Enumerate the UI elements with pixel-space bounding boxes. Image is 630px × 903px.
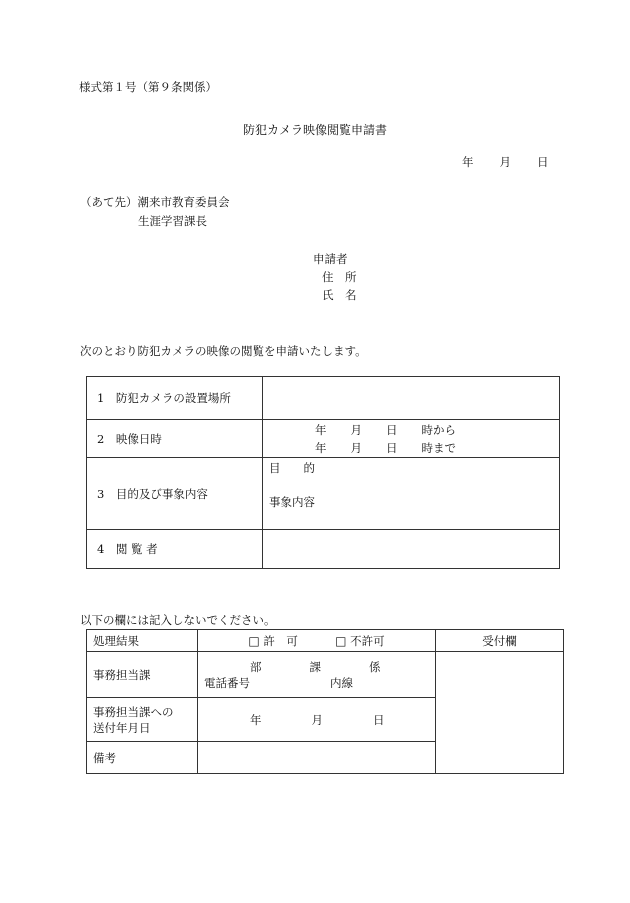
dept-ka-label: 課	[309, 659, 321, 674]
video-datetime-field[interactable]	[263, 420, 560, 458]
camera-location-label: 1 防犯カメラの設置場所	[87, 377, 263, 420]
to-hour-label: 時まで	[421, 440, 456, 455]
datetime-to-line	[263, 439, 559, 457]
send-date-label-line-2: 送付年月日	[93, 720, 151, 735]
office-use-note: 以下の欄には記入しないでください。	[80, 613, 276, 627]
viewer-field[interactable]	[263, 530, 560, 569]
to-month-label: 月	[350, 440, 362, 455]
send-year-label: 年	[250, 712, 262, 727]
datetime-from-line	[263, 421, 559, 439]
dept-units	[204, 659, 435, 675]
camera-location-field[interactable]	[263, 377, 560, 420]
from-year-label: 年	[315, 422, 327, 437]
event-sub-label: 事象内容	[269, 495, 315, 509]
send-date-field[interactable]	[198, 698, 436, 742]
send-date-label	[87, 698, 198, 742]
deny-label: 不許可	[350, 633, 385, 648]
applicant-address-label: 住 所	[322, 270, 357, 284]
purpose-sub-label: 目 的	[269, 461, 315, 475]
permit-label: 許 可	[263, 633, 298, 648]
applicant-name-label: 氏 名	[322, 288, 357, 302]
send-day-label: 日	[373, 712, 385, 727]
application-date	[462, 154, 549, 170]
applicant-title: 申請者	[313, 252, 348, 266]
purpose-field[interactable]	[263, 458, 560, 530]
reception-field[interactable]	[436, 652, 564, 774]
send-date-label-line-1: 事務担当課への	[93, 704, 174, 719]
table-row	[87, 377, 560, 420]
phone-label: 電話番号	[204, 675, 250, 690]
viewer-label: 4 閲 覧 者	[87, 530, 263, 569]
reception-label: 受付欄	[436, 630, 564, 652]
result-label: 処理結果	[87, 630, 198, 652]
from-month-label: 月	[350, 422, 362, 437]
dept-kakari-label: 係	[369, 659, 381, 674]
from-day-label: 日	[386, 422, 398, 437]
application-table	[86, 376, 560, 569]
dept-label: 事務担当課	[87, 652, 198, 698]
remarks-label: 備考	[87, 742, 198, 774]
addressee-line-1: （あて先）潮来市教育委員会	[80, 195, 230, 209]
result-options	[198, 630, 436, 652]
table-row	[87, 652, 564, 698]
addressee-line-2: 生涯学習課長	[138, 214, 207, 228]
from-hour-label: 時から	[421, 422, 456, 437]
phone-line	[204, 675, 435, 691]
table-row	[87, 420, 560, 458]
date-year-label: 年	[462, 155, 474, 169]
document-title: 防犯カメラ映像閲覧申請書	[242, 123, 387, 137]
remarks-field[interactable]	[198, 742, 436, 774]
date-day-label: 日	[537, 155, 549, 169]
form-number: 様式第１号（第９条関係）	[79, 80, 217, 94]
to-year-label: 年	[315, 440, 327, 455]
date-month-label: 月	[499, 155, 511, 169]
purpose-label: 3 目的及び事象内容	[87, 458, 263, 530]
extension-label: 内線	[330, 675, 353, 690]
table-row	[87, 530, 560, 569]
dept-field[interactable]	[198, 652, 436, 698]
dept-bu-label: 部	[250, 659, 262, 674]
video-datetime-label: 2 映像日時	[87, 420, 263, 458]
send-month-label: 月	[311, 712, 323, 727]
permit-checkbox[interactable]: □	[248, 633, 260, 648]
to-day-label: 日	[386, 440, 398, 455]
deny-checkbox[interactable]: □	[335, 633, 347, 648]
office-use-table	[86, 629, 564, 774]
table-row	[87, 630, 564, 652]
table-row	[87, 458, 560, 530]
intro-text: 次のとおり防犯カメラの映像の閲覧を申請いたします。	[80, 344, 367, 358]
